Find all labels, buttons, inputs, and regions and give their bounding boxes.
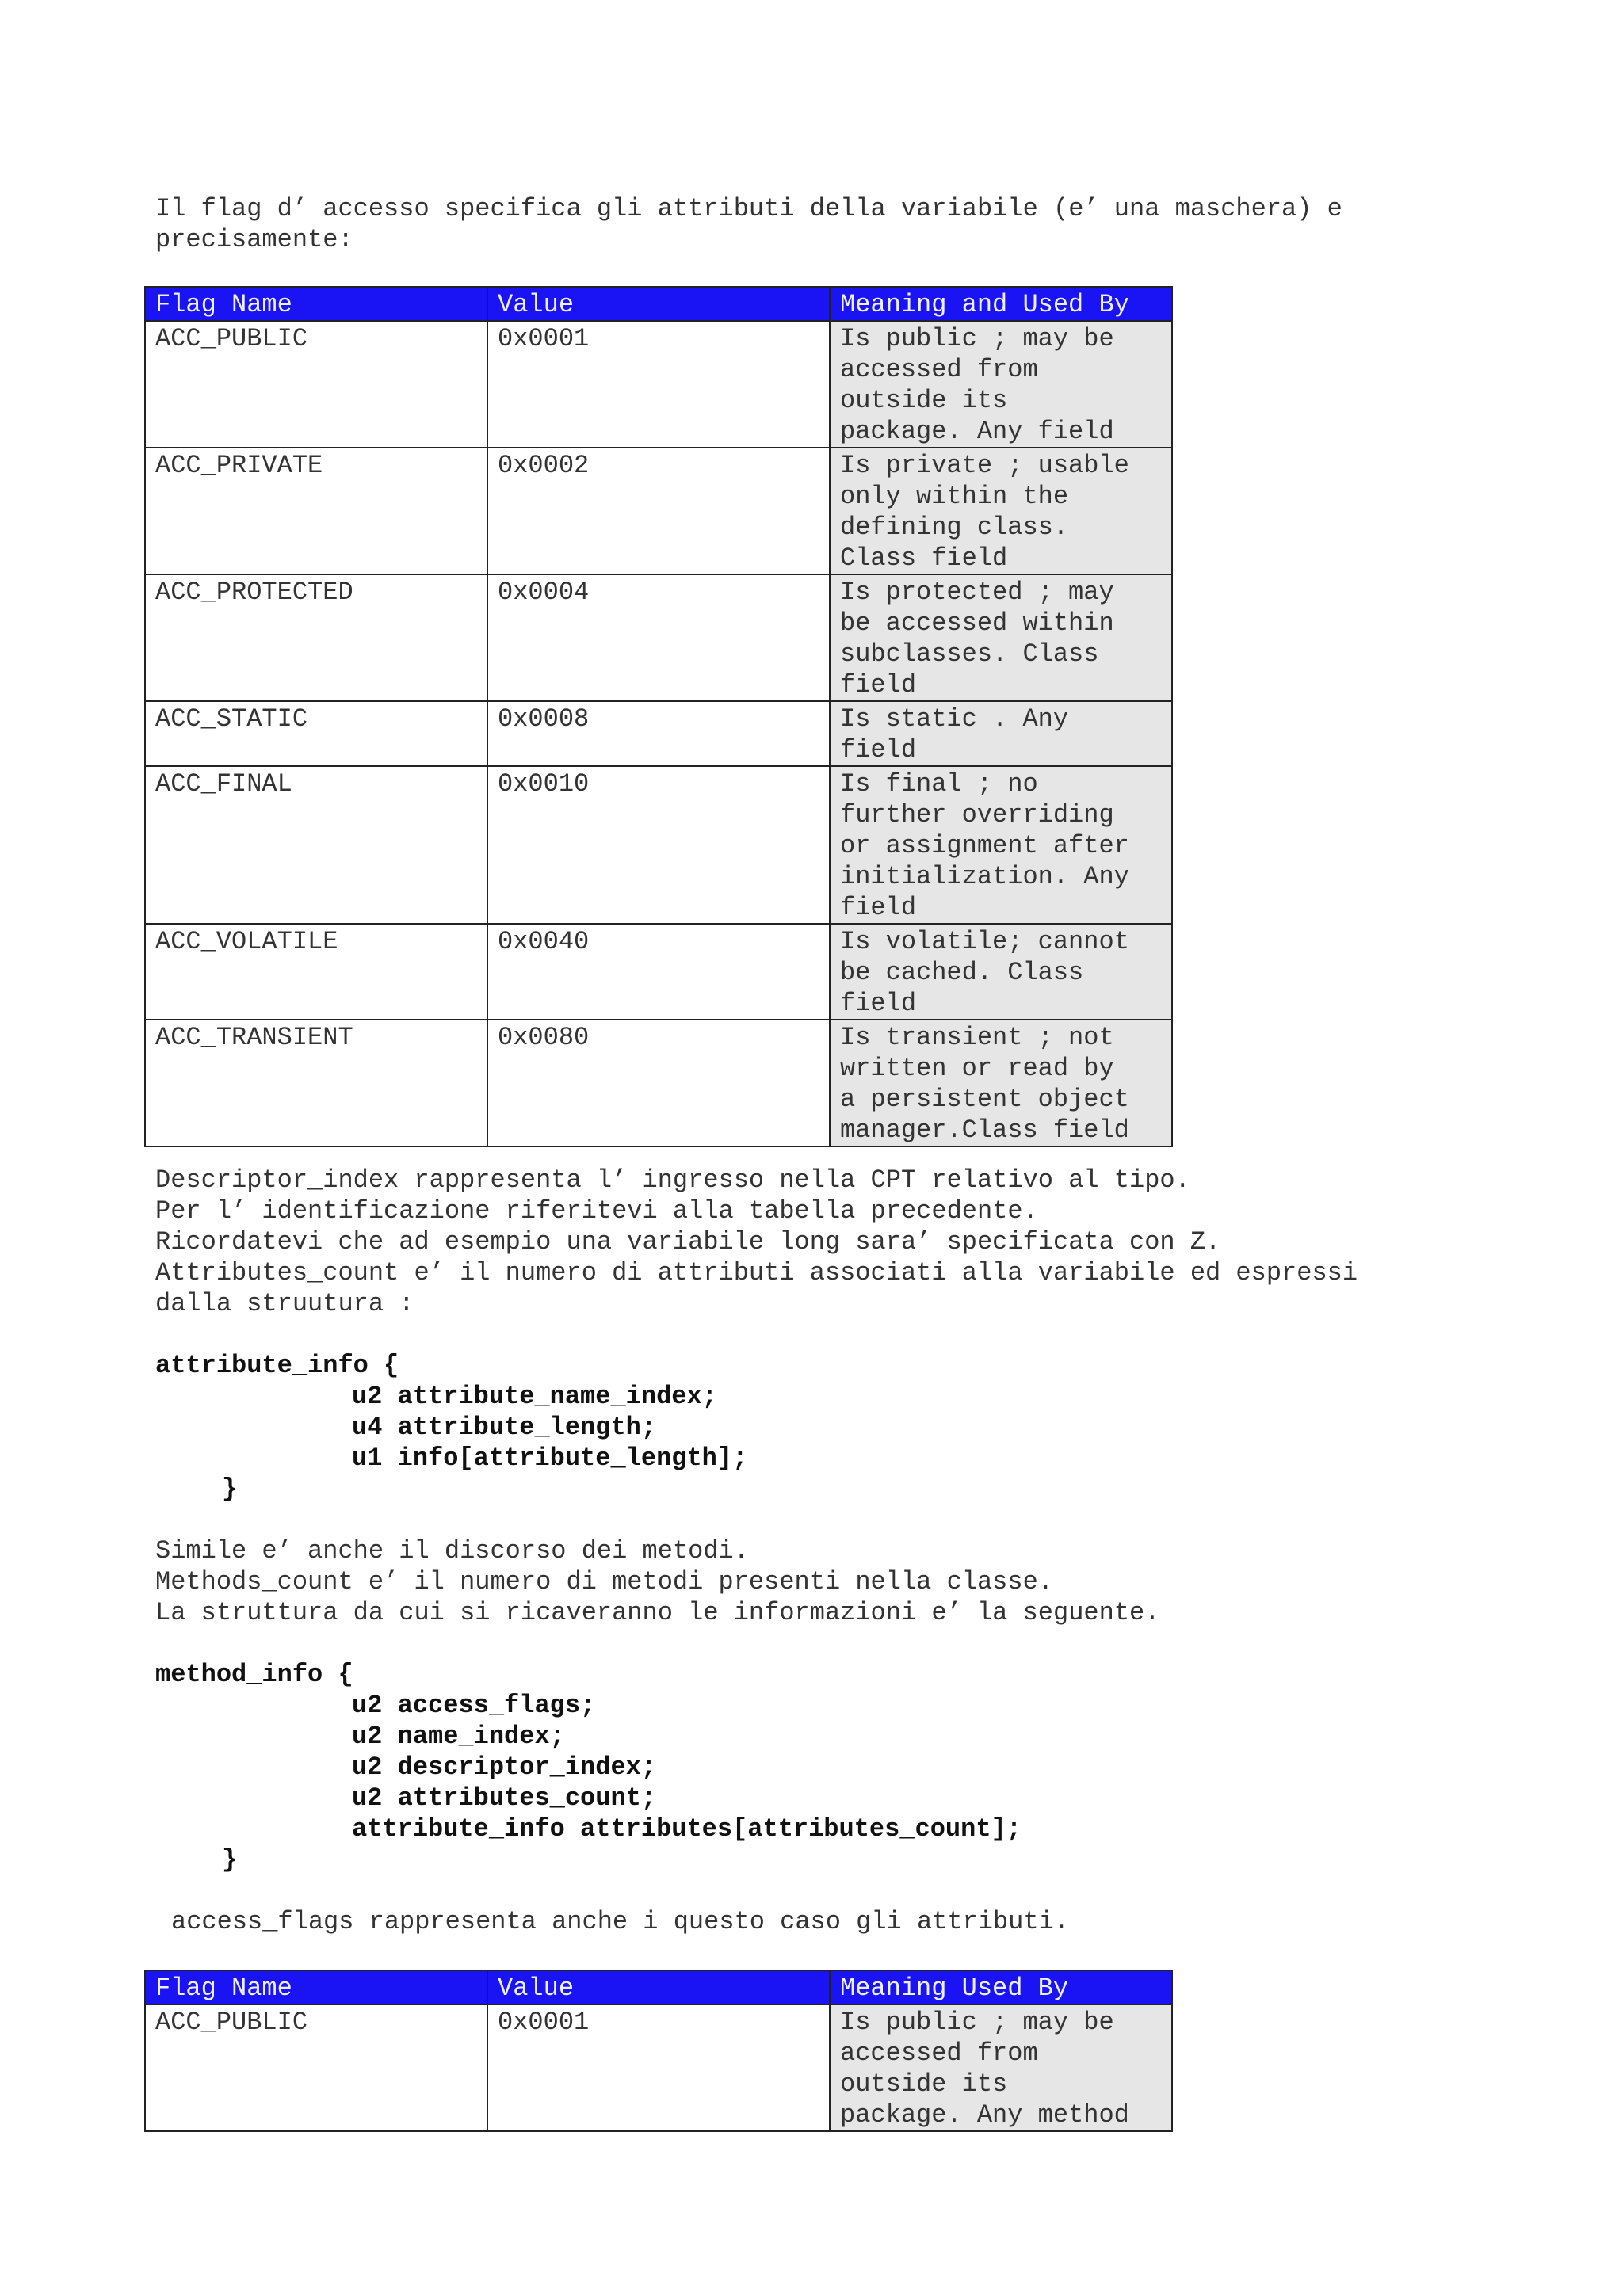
code-line: u2 attribute_name_index; xyxy=(352,1382,717,1411)
flag-name-cell: ACC_PUBLIC xyxy=(145,2004,487,2131)
para1-line-5: dalla struutura : xyxy=(155,1289,414,1318)
code-line: u2 attributes_count; xyxy=(352,1783,657,1813)
header-value: Value xyxy=(487,287,830,321)
method-info-code-block xyxy=(155,1659,1022,1875)
header-value: Value xyxy=(487,1970,830,2004)
flag-meaning-cell: Is transient ; not written or read by a persistent object manager.Class field xyxy=(830,1020,1172,1146)
flag-meaning-cell: Is static . Any field xyxy=(830,701,1172,766)
flag-value-cell: 0x0010 xyxy=(487,766,830,924)
code-line: u1 info[attribute_length]; xyxy=(352,1444,748,1473)
method-access-flags-table xyxy=(144,1970,1173,2132)
para2-line-1: Simile e’ anche il discorso dei metodi. xyxy=(155,1536,749,1566)
flag-value-cell: 0x0040 xyxy=(487,924,830,1020)
flag-name-cell: ACC_PROTECTED xyxy=(145,574,487,701)
flag-value-cell: 0x0002 xyxy=(487,448,830,574)
para1-line-1: Descriptor_index rappresenta l’ ingresso nella CPT relativo al tipo. xyxy=(155,1165,1190,1195)
intro-line-1: Il flag d’ accesso specifica gli attributi della variabile (e’ una maschera) e xyxy=(155,194,1342,223)
flag-value-cell: 0x0001 xyxy=(487,2004,830,2131)
code-line: attribute_info attributes[attributes_count]; xyxy=(352,1814,1022,1844)
header-meaning: Meaning Used By xyxy=(830,1970,1172,2004)
flag-name-cell: ACC_STATIC xyxy=(145,701,487,766)
flag-name-cell: ACC_FINAL xyxy=(145,766,487,924)
table-row xyxy=(145,448,1172,574)
code-line: attribute_info { xyxy=(155,1351,399,1380)
table-header-row xyxy=(145,287,1172,321)
para2-line-3: La struttura da cui si ricaveranno le informazioni e’ la seguente. xyxy=(155,1598,1160,1627)
table-row xyxy=(145,574,1172,701)
flag-meaning-cell: Is private ; usable only within the defining class. Class field xyxy=(830,448,1172,574)
flag-value-cell: 0x0008 xyxy=(487,701,830,766)
flag-meaning-cell: Is volatile; cannot be cached. Class field xyxy=(830,924,1172,1020)
flag-meaning-cell: Is public ; may be accessed from outside its package. Any field xyxy=(830,321,1172,448)
flag-name-cell: ACC_VOLATILE xyxy=(145,924,487,1020)
para1-line-4: Attributes_count e’ il numero di attributi associati alla variabile ed espressi xyxy=(155,1258,1358,1287)
attribute-info-code-block xyxy=(155,1350,747,1505)
table-row xyxy=(145,766,1172,924)
field-access-flags-table xyxy=(144,286,1173,1147)
code-line: u2 access_flags; xyxy=(352,1691,596,1720)
code-line: u2 descriptor_index; xyxy=(352,1753,657,1782)
header-flag-name: Flag Name xyxy=(145,287,487,321)
para3-line-1: access_flags rappresenta anche i questo caso gli attributi. xyxy=(171,1907,1069,1936)
table-row xyxy=(145,701,1172,766)
flag-meaning-cell: Is protected ; may be accessed within subclasses. Class field xyxy=(830,574,1172,701)
para2-line-2: Methods_count e’ il numero di metodi presenti nella classe. xyxy=(155,1567,1053,1596)
table-row xyxy=(145,1020,1172,1146)
header-meaning: Meaning and Used By xyxy=(830,287,1172,321)
table-row xyxy=(145,321,1172,448)
flag-meaning-cell: Is final ; no further overriding or assignment after initialization. Any field xyxy=(830,766,1172,924)
intro-line-2: precisamente: xyxy=(155,225,353,254)
code-line: u2 name_index; xyxy=(352,1722,565,1751)
para1-line-2: Per l’ identificazione riferitevi alla tabella precedente. xyxy=(155,1196,1038,1226)
code-line: } xyxy=(222,1474,238,1504)
code-line: method_info { xyxy=(155,1660,353,1689)
table-header-row xyxy=(145,1970,1172,2004)
para1-line-3: Ricordatevi che ad esempio una variabile long sara’ specificata con Z. xyxy=(155,1227,1221,1257)
table-row xyxy=(145,2004,1172,2131)
flag-meaning-cell: Is public ; may be accessed from outside its package. Any method xyxy=(830,2004,1172,2131)
code-line: u4 attribute_length; xyxy=(352,1413,657,1442)
flag-value-cell: 0x0001 xyxy=(487,321,830,448)
code-line: } xyxy=(222,1845,238,1875)
flag-value-cell: 0x0080 xyxy=(487,1020,830,1146)
flag-name-cell: ACC_PUBLIC xyxy=(145,321,487,448)
header-flag-name: Flag Name xyxy=(145,1970,487,2004)
flag-value-cell: 0x0004 xyxy=(487,574,830,701)
flag-name-cell: ACC_TRANSIENT xyxy=(145,1020,487,1146)
table-row xyxy=(145,924,1172,1020)
flag-name-cell: ACC_PRIVATE xyxy=(145,448,487,574)
